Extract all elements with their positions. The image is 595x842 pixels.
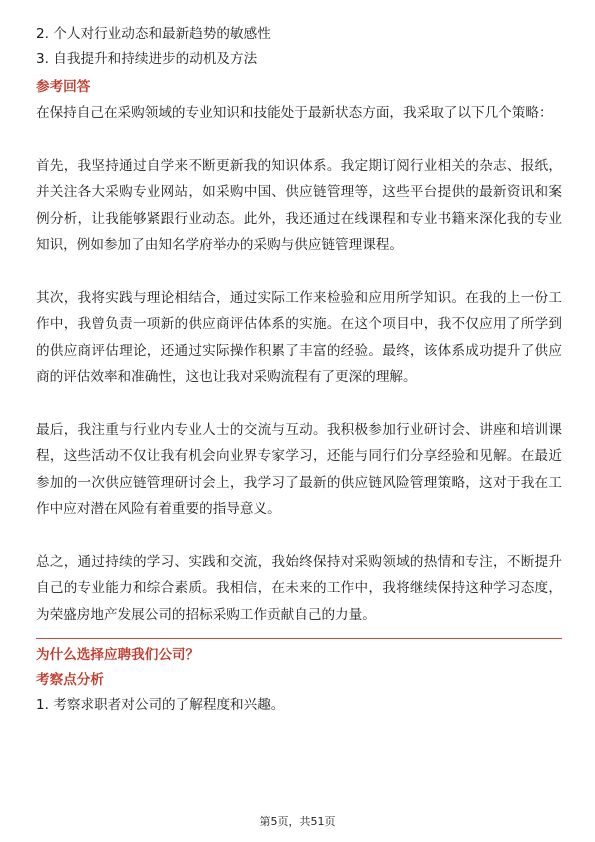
answer-paragraph-first: 首先，我坚持通过自学来不断更新我的知识体系。我定期订阅行业相关的杂志、报纸，并关注各大采购专业网站，如采购中国、供应链管理等，这些平台提供的最新资讯和案例分析，让我能够紧跟行业动态。此外，我还通过在线课程和专业书籍来深化我的专业知识，例如参加了由知名学府举办的采购与供应链管理课程。 [36,157,562,253]
answer-paragraph-conclusion: 总之，通过持续的学习、实践和交流，我始终保持对采购领域的热情和专注，不断提升自己的专业能力和综合素质。我相信，在未来的工作中，我将继续保持这种学习态度，为荣盛房地产发展公司的招标采购工作贡献自己的力量。 [36,553,562,623]
list-item: 3. 自我提升和持续进步的动机及方法 [36,51,258,67]
answer-paragraph-intro: 在保持自己在采购领域的专业知识和技能处于最新状态方面，我采取了以下几个策略： [36,105,553,121]
page-content [36,22,562,718]
section-divider [36,638,562,639]
answer-paragraph-second: 其次，我将实践与理论相结合，通过实际工作来检验和应用所学知识。在我的上一份工作中，我曾负责一项新的供应商评估体系的实施。在这个项目中，我不仅应用了所学到的供应商评估理论，还通过实际操作积累了丰富的经验。最终，该体系成功提升了供应商的评估效率和准确性，这也让我对采购流程有了更深的理解。 [36,289,562,385]
analysis-heading: 考察点分析 [36,672,104,688]
list-item: 2. 个人对行业动态和最新趋势的敏感性 [36,26,271,42]
reference-answer-heading: 参考回答 [36,79,91,95]
page-number-footer: 第5页，共51页 [259,815,336,828]
question-heading: 为什么选择应聘我们公司？ [36,647,200,663]
analysis-item: 1. 考察求职者对公司的了解程度和兴趣。 [36,697,285,713]
answer-paragraph-third: 最后，我注重与行业内专业人士的交流与互动。我积极参加行业研讨会、讲座和培训课程，这些活动不仅让我有机会向业界专家学习，还能与同行们分享经验和见解。在最近参加的一次供应链管理研讨会上，我学习了最新的供应链风险管理策略，这对于我在工作中应对潜在风险有着重要的指导意义。 [36,421,562,517]
